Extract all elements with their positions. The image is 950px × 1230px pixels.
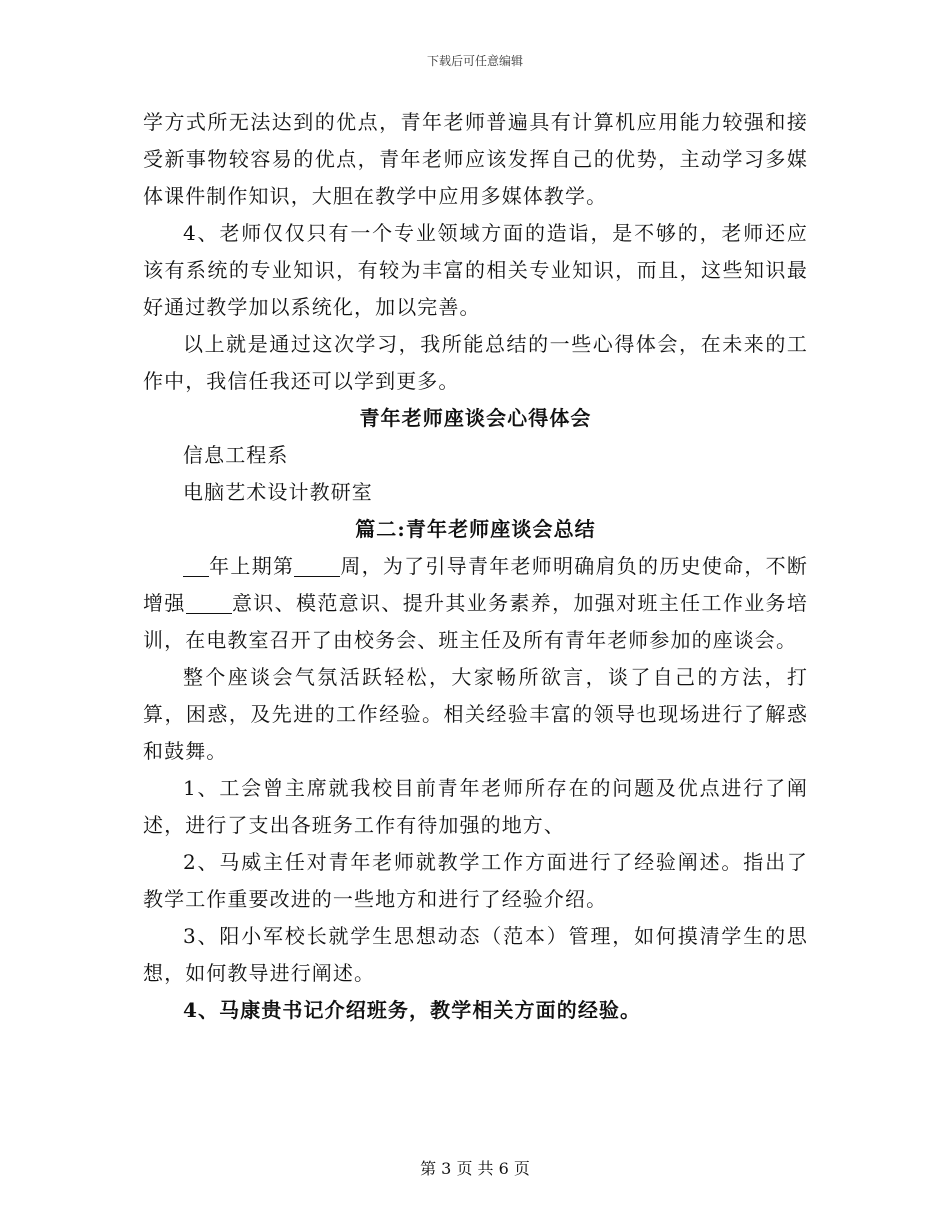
intro-text-c: 意识、模范意识、提升其业务素养，加强对班主任工作业务培训，在电教室召开了由校务会、班主任及所有青年老师参加的座谈会。 bbox=[143, 591, 809, 652]
office-name: 电脑艺术设计教研室 bbox=[183, 480, 373, 504]
fill-blank-awareness bbox=[186, 612, 232, 614]
paragraph-conclusion: 以上就是通过这次学习，我所能总结的一些心得体会，在未来的工作中，我信任我还可以学到更多。 bbox=[143, 332, 808, 393]
fill-blank-week bbox=[294, 575, 340, 577]
paragraph-atmosphere: 整个座谈会气氛活跃轻松，大家畅所欲言，谈了自己的方法，打算，困惑，及先进的工作经验。相关经验丰富的领导也现场进行了解惑和鼓舞。 bbox=[143, 665, 808, 763]
paragraph-continued: 学方式所无法达到的优点，青年老师普遍具有计算机应用能力较强和接受新事物较容易的优点，青年老师应该发挥自己的优势，主动学习多媒体课件制作知识，大胆在教学中应用多媒体教学。 bbox=[143, 110, 808, 208]
list-item-2: 2、马威主任对青年老师就教学工作方面进行了经验阐述。指出了教学工作重要改进的一些地方和进行了经验介绍。 bbox=[143, 850, 808, 911]
document-body bbox=[143, 104, 808, 1029]
paragraph-intro bbox=[143, 548, 808, 659]
paragraph-item-4: 4、老师仅仅只有一个专业领域方面的造诣，是不够的，老师还应该有系统的专业知识，有较为丰富的相关专业知识，而且，这些知识最好通过教学加以系统化，加以完善。 bbox=[143, 221, 808, 319]
list-item-1: 1、工会曾主席就我校目前青年老师所存在的问题及优点进行了阐述，进行了支出各班务工作有待加强的地方、 bbox=[143, 776, 808, 837]
section-title: 青年老师座谈会心得体会 bbox=[359, 406, 592, 430]
header-note: 下载后可任意编辑 bbox=[426, 54, 523, 68]
intro-text-b: 周，为了引导青年老师明确肩负的历史使命，不断增强 bbox=[143, 554, 808, 615]
page-footer: 第 3 页 共 6 页 bbox=[420, 1159, 530, 1178]
chapter-title: 篇二:青年老师座谈会总结 bbox=[355, 517, 596, 541]
department-name: 信息工程系 bbox=[183, 443, 289, 467]
fill-blank-year bbox=[183, 575, 209, 577]
intro-text-a: 年上期第 bbox=[209, 554, 295, 578]
list-item-3: 3、阳小军校长就学生思想动态（范本）管理，如何摸清学生的思想，如何教导进行阐述。 bbox=[143, 924, 808, 985]
list-item-4: 4、马康贵书记介绍班务，教学相关方面的经验。 bbox=[183, 998, 642, 1022]
